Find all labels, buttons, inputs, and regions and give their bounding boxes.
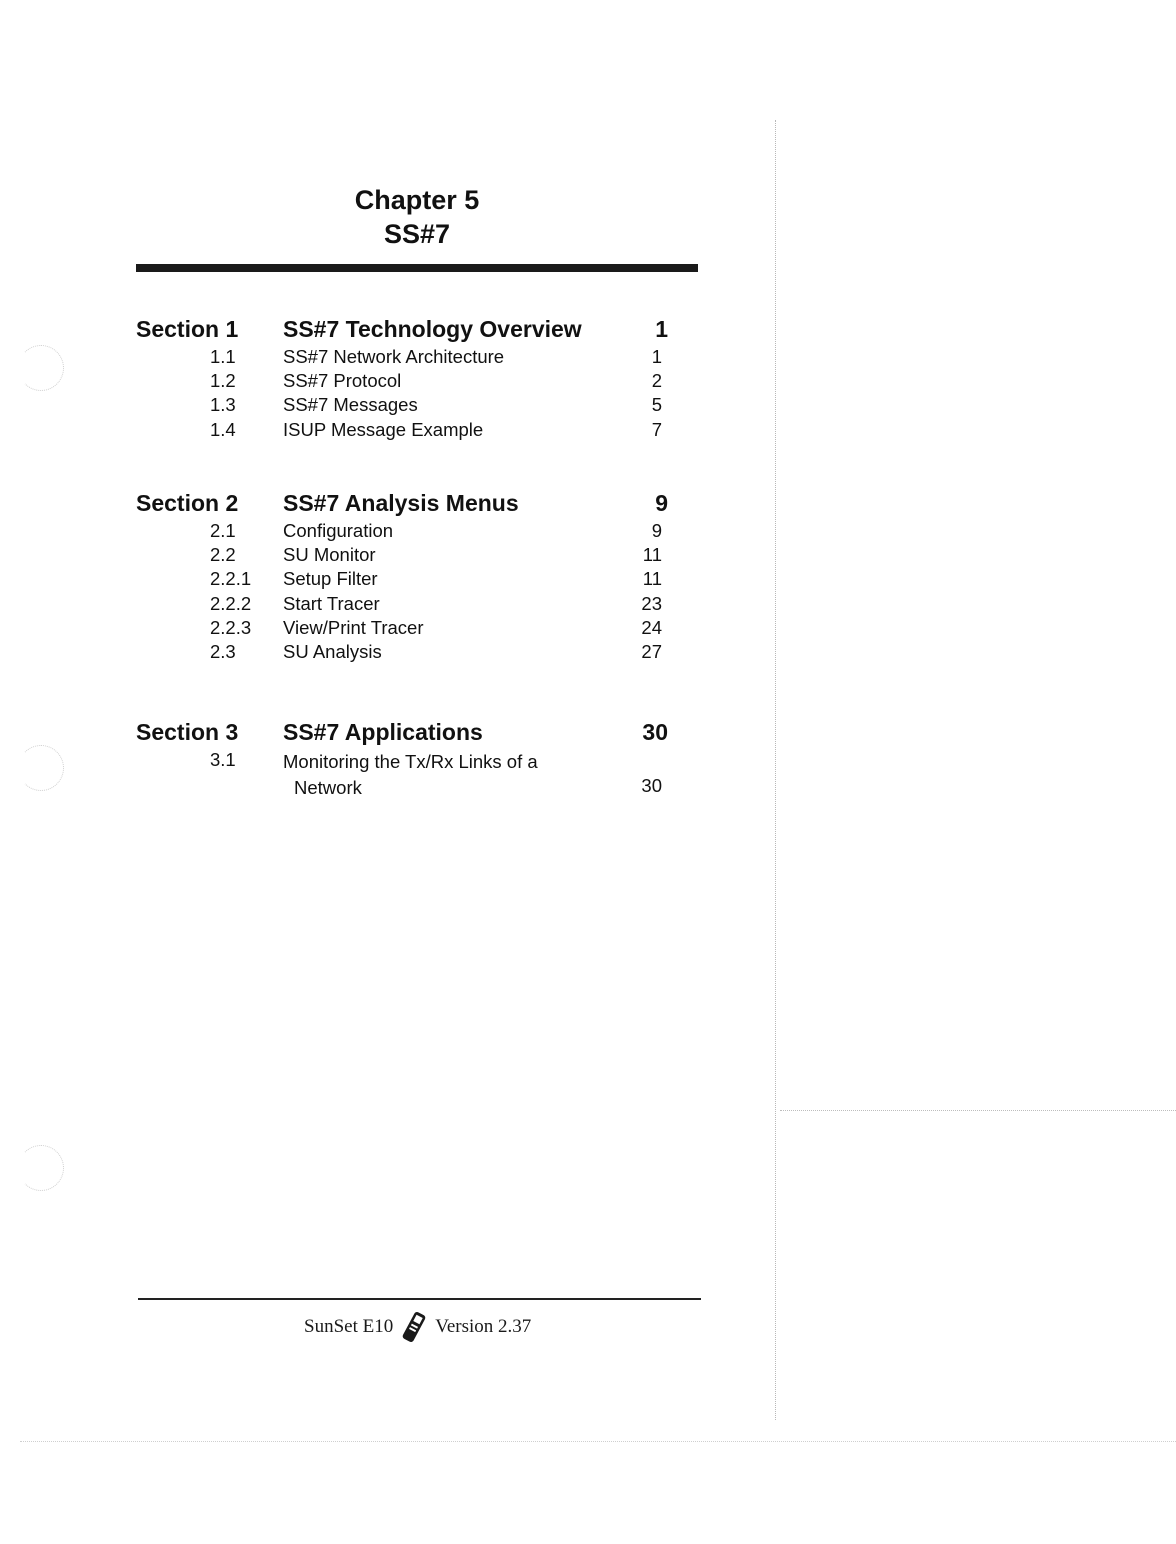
entry-page: 11: [642, 568, 662, 590]
entry-page: 24: [641, 616, 662, 638]
entry-number: 1.3: [210, 394, 236, 416]
toc-section-1: [136, 316, 676, 443]
toc-entry: [136, 419, 676, 443]
toc-section-3: [136, 719, 676, 801]
chapter-number: Chapter 5: [354, 185, 480, 215]
entry-number: 1.1: [210, 346, 236, 367]
section-title: SS#7 Applications: [283, 719, 483, 745]
entry-page: 7: [651, 418, 662, 440]
entry-page: 30: [641, 775, 662, 796]
chapter-name: SS#7: [383, 219, 451, 249]
punch-hole: [18, 745, 64, 791]
section-label: Section 2: [136, 490, 239, 516]
entry-page: 1: [651, 346, 662, 367]
entry-page: 11: [642, 544, 662, 566]
entry-page: 2: [651, 370, 662, 392]
punch-hole: [18, 345, 64, 391]
entry-title: SU Analysis: [283, 640, 382, 662]
title-rule: [136, 264, 698, 272]
section-page: 1: [655, 316, 668, 342]
handset-icon: [399, 1310, 429, 1344]
section-heading: [136, 490, 676, 520]
section-page: 9: [655, 490, 668, 516]
toc-entry: [136, 370, 676, 394]
entry-title: ISUP Message Example: [283, 418, 484, 440]
entry-number: 2.2: [210, 544, 236, 566]
entry-title: SS#7 Messages: [283, 394, 418, 416]
entry-number: 3.1: [210, 749, 236, 770]
toc-entry: [136, 568, 676, 592]
entry-number: 1.2: [210, 370, 236, 392]
entry-title: SU Monitor: [283, 544, 376, 566]
section-title: SS#7 Technology Overview: [283, 316, 582, 342]
entry-number: 2.2.1: [210, 568, 252, 590]
entry-page: 27: [641, 640, 662, 662]
toc-entry: [136, 544, 676, 568]
section-heading: [136, 719, 676, 749]
footer-rule: [138, 1298, 701, 1300]
toc-entry: [136, 593, 676, 617]
section-title: SS#7 Analysis Menus: [283, 490, 519, 516]
entry-title: [283, 749, 538, 801]
toc-entry: [136, 617, 676, 641]
entry-title-line: Network: [294, 777, 362, 798]
section-label: Section 3: [136, 719, 239, 745]
footer-product: SunSet E10: [304, 1316, 394, 1337]
entry-page: 9: [651, 520, 662, 541]
entry-page: 5: [651, 394, 662, 416]
entry-number: 2.2.3: [210, 616, 252, 638]
entry-title: Setup Filter: [283, 568, 378, 590]
margin-rule: [780, 1110, 1176, 1111]
footer-version: Version 2.37: [435, 1316, 532, 1337]
punch-hole: [18, 1145, 64, 1191]
entry-number: 2.1: [210, 520, 236, 541]
entry-title: SS#7 Protocol: [283, 370, 402, 392]
section-heading: [136, 316, 676, 346]
toc-entry: [136, 641, 676, 665]
entry-number: 1.4: [210, 418, 236, 440]
entry-title: View/Print Tracer: [283, 616, 424, 638]
toc-entry: [136, 346, 676, 370]
entry-title-line: Monitoring the Tx/Rx Links of a: [283, 751, 538, 772]
entry-title: SS#7 Network Architecture: [283, 346, 505, 367]
entry-number: 2.3: [210, 640, 236, 662]
chapter-heading: [136, 183, 698, 251]
entry-title: Configuration: [283, 520, 394, 541]
toc-entry: [136, 749, 676, 801]
bottom-rule: [20, 1441, 1176, 1442]
entry-page: 23: [641, 592, 662, 614]
section-label: Section 1: [136, 316, 239, 342]
entry-number: 2.2.2: [210, 592, 252, 614]
page-footer: [304, 1310, 531, 1344]
margin-line: [775, 120, 776, 1420]
entry-title: Start Tracer: [283, 592, 380, 614]
toc-section-2: [136, 490, 676, 665]
toc-entry: [136, 394, 676, 418]
section-page: 30: [642, 719, 668, 745]
toc-entry: [136, 520, 676, 544]
